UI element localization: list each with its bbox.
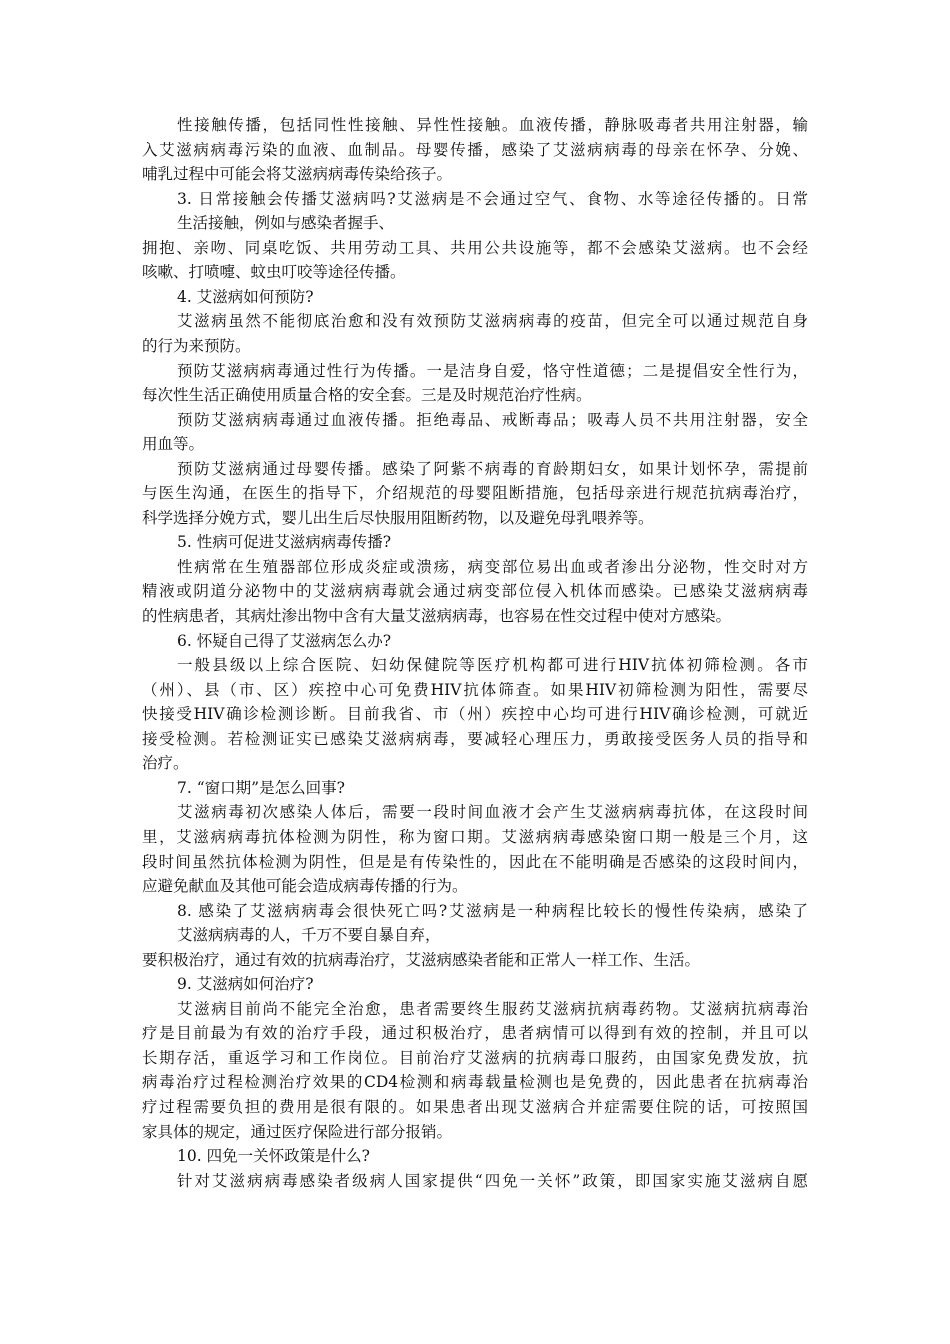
text-line: 性病常在生殖器部位形成炎症或溃疡，病变部位易出血或者渗出分泌物，性交时对方 (177, 557, 808, 576)
text-line: 3. 日常接触会传播艾滋病吗?艾滋病是不会通过空气、食物、水等途径传播的。日常 (177, 189, 808, 208)
text-line: 快接受HIV确诊检测诊断。目前我省、市（州）疾控中心均可进行HIV确诊检测，可就近 (142, 705, 808, 724)
text-line: 段时间虽然抗体检测为阴性，但是是有传染性的，因此在不能明确是否感染的这段时间内， (142, 852, 808, 871)
text-line: 7. “窗口期”是怎么回事? (177, 778, 345, 797)
text-line: 艾滋病毒初次感染人体后，需要一段时间血液才会产生艾滋病病毒抗体，在这段时间 (177, 803, 808, 822)
text-line: 8. 感染了艾滋病病毒会很快死亡吗?艾滋病是一种病程比较长的慢性传染病，感染了 (177, 901, 808, 920)
text-line: 家具体的规定，通过医疗保险进行部分报销。 (142, 1122, 453, 1141)
text-line: 10. 四免一关怀政策是什么? (177, 1147, 370, 1166)
text-line: 拥抱、亲吻、同桌吃饭、共用劳动工具、共用公共设施等，都不会感染艾滋病。也不会经 (142, 238, 808, 257)
text-line: 用血等。 (142, 435, 205, 454)
text-line: 哺乳过程中可能会将艾滋病病毒传染给孩子。 (142, 165, 453, 184)
text-line: 应避免献血及其他可能会造成病毒传播的行为。 (142, 877, 468, 896)
text-line: 的行为来预防。 (142, 336, 251, 355)
text-line: 性接触传播，包括同性性接触、异性性接触。血液传播，静脉吸毒者共用注射器，输 (177, 116, 808, 134)
text-line: 9. 艾滋病如何治疗? (177, 975, 314, 994)
text-line: 治疗。 (142, 754, 189, 773)
text-line: 每次性生活正确使用质量合格的安全套。三是及时规范治疗性病。 (142, 386, 592, 405)
text-line: 一般县级以上综合医院、妇幼保健院等医疗机构都可进行HIV抗体初筛检测。各市 (177, 656, 808, 675)
text-line: 艾滋病病毒的人，千万不要自暴自弃， (177, 926, 441, 945)
text-line: 疗过程需要负担的费用是很有限的。如果患者出现艾滋病合并症需要住院的话，可按照国 (142, 1098, 808, 1116)
text-line: 预防艾滋病通过母婴传播。感染了阿紫不病毒的育龄期妇女，如果计划怀孕，需提前 (177, 459, 808, 478)
text-line: 科学选择分娩方式，婴儿出生后尽快服用阻断药物，以及避免母乳喂养等。 (142, 508, 654, 527)
text-line: （州）、县（市、区）疾控中心可免费HIV抗体筛查。如果HIV初筛检测为阳性，需要尽 (142, 680, 808, 699)
text-line: 预防艾滋病病毒通过血液传播。拒绝毒品、戒断毒品；吸毒人员不共用注射器，安全 (177, 410, 808, 429)
text-line: 的性病患者，其病灶渗出物中含有大量艾滋病病毒，也容易在性交过程中使对方感染。 (142, 607, 732, 625)
text-line: 精液或阴道分泌物中的艾滋病病毒就会通过病变部位侵入机体而感染。已感染艾滋病病毒 (142, 582, 808, 601)
text-line: 6. 怀疑自己得了艾滋病怎么办? (177, 631, 392, 650)
text-line: 接受检测。若检测证实已感染艾滋病病毒，要减轻心理压力，勇敢接受医务人员的指导和 (142, 729, 808, 748)
text-line: 疗是目前最为有效的治疗手段，通过积极治疗，患者病情可以得到有效的控制，并且可以 (142, 1024, 808, 1043)
text-line: 长期存活，重返学习和工作岗位。目前治疗艾滋病的抗病毒口服药，由国家免费发放，抗 (142, 1048, 808, 1067)
text-line: 要积极治疗，通过有效的抗病毒治疗，艾滋病感染者能和正常人一样工作、生活。 (142, 950, 701, 969)
text-line: 咳嗽、打喷嚏、蚊虫叮咬等途径传播。 (142, 263, 406, 282)
text-line: 艾滋病虽然不能彻底治愈和没有效预防艾滋病病毒的疫苗，但完全可以通过规范自身 (177, 312, 808, 331)
text-line: 入艾滋病病毒污染的血液、血制品。母婴传播，感染了艾滋病病毒的母亲在怀孕、分娩、 (142, 140, 808, 159)
text-line: 针对艾滋病病毒感染者级病人国家提供“四免一关怀”政策，即国家实施艾滋病自愿 (177, 1171, 808, 1190)
text-line: 生活接触，例如与感染者握手、 (177, 214, 395, 233)
text-line: 病毒治疗过程检测治疗效果的CD4检测和病毒载量检测也是免费的，因此患者在抗病毒治 (142, 1073, 808, 1092)
text-line: 艾滋病目前尚不能完全治愈，患者需要终生服药艾滋病抗病毒药物。艾滋病抗病毒治 (177, 999, 808, 1018)
text-line: 预防艾滋病病毒通过性行为传播。一是洁身自爱，恪守性道德；二是提倡安全性行为， (177, 361, 808, 380)
text-line: 5. 性病可促进艾滋病病毒传播? (177, 533, 392, 552)
text-line: 里，艾滋病病毒抗体检测为阴性，称为窗口期。艾滋病病毒感染窗口期一般是三个月，这 (142, 827, 808, 846)
text-line: 与医生沟通，在医生的指导下，介绍规范的母婴阻断措施，包括母亲进行规范抗病毒治疗， (142, 484, 808, 503)
text-line: 4. 艾滋病如何预防? (177, 287, 314, 306)
